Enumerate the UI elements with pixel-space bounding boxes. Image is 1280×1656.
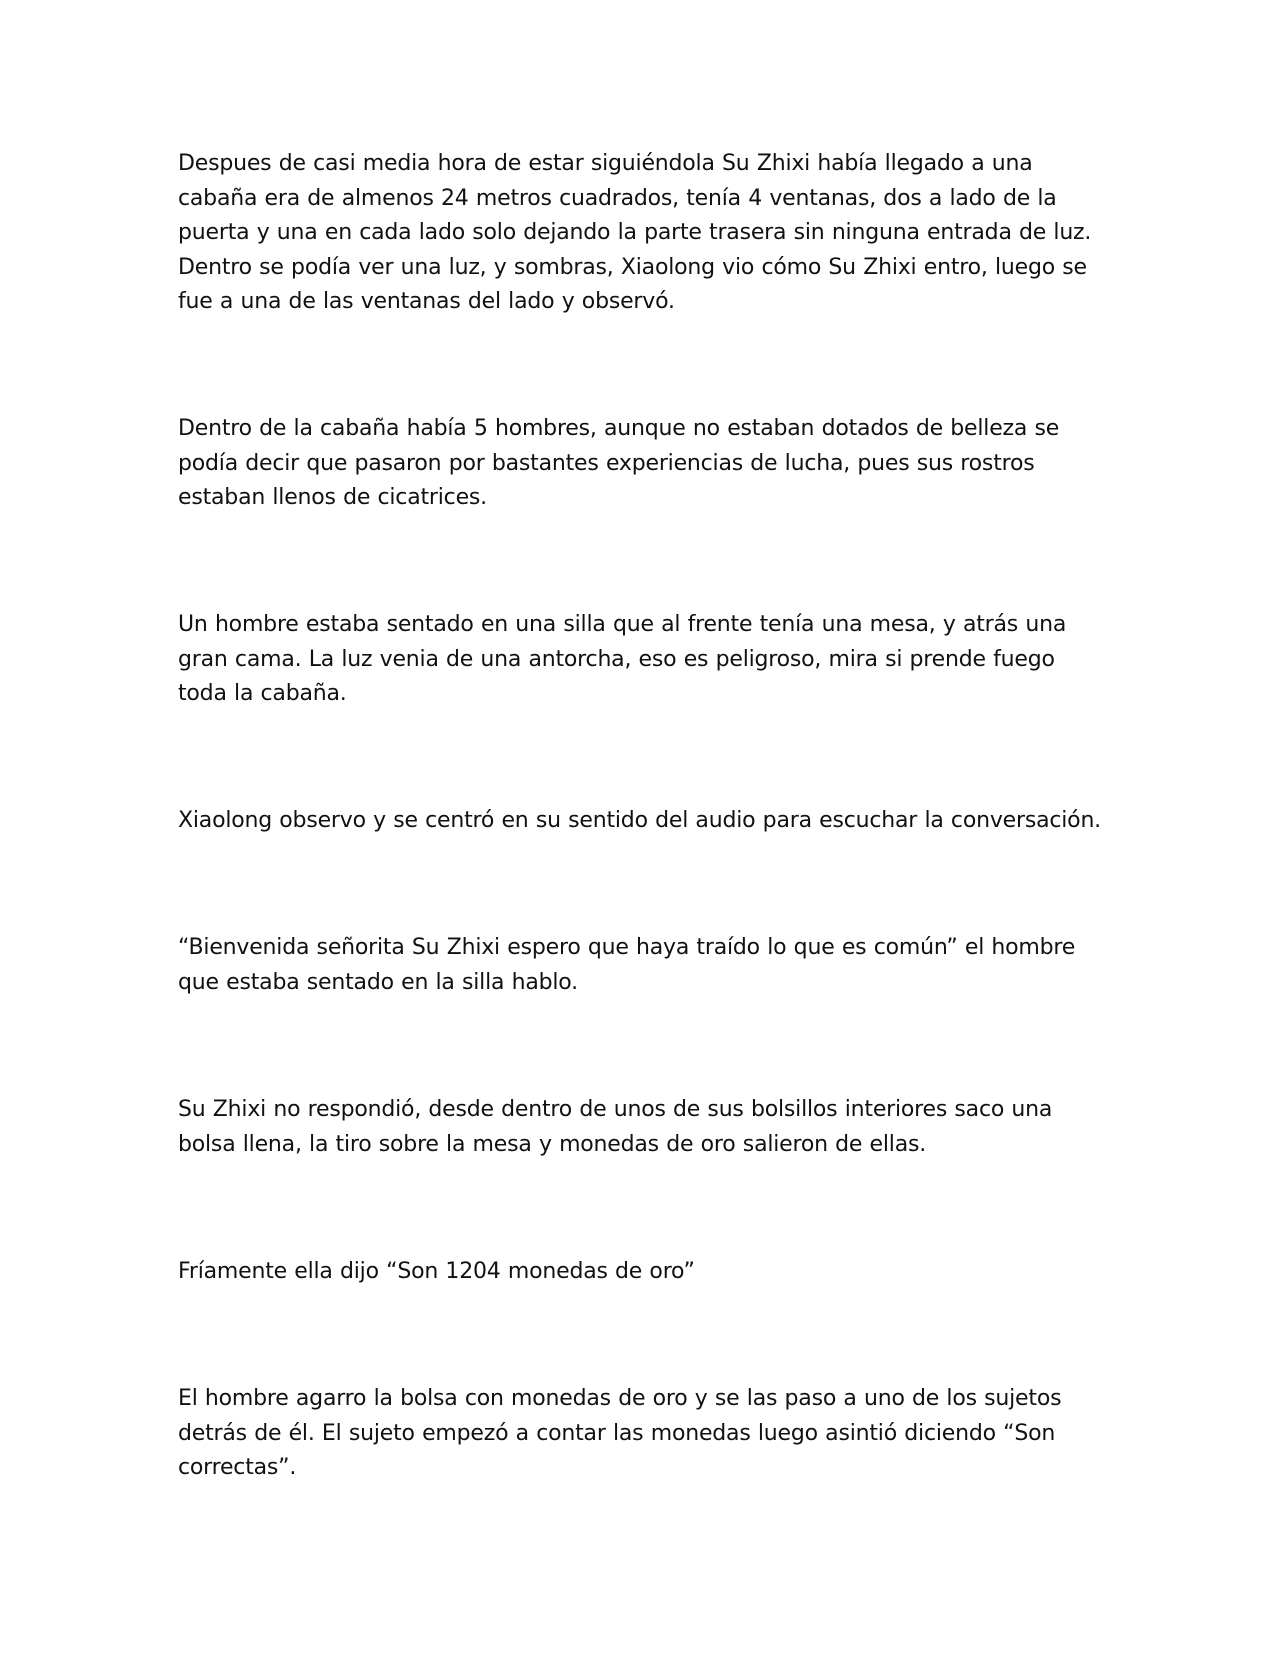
paragraph-2: Dentro de la cabaña había 5 hombres, aunque no estaban dotados de belleza se podía decir que pasaron por bastantes experiencias de lucha, pues sus rostros estaban llenos de cicatrices. (178, 416, 1060, 510)
paragraph-4: Xiaolong observo y se centró en su sentido del audio para escuchar la conversación. (178, 808, 1101, 833)
paragraph-8: El hombre agarro la bolsa con monedas de oro y se las paso a uno de los sujetos detrás de él. El sujeto empezó a contar las monedas luego asintió diciendo “Son correctas”. (178, 1386, 1062, 1480)
paragraph-7: Fríamente ella dijo “Son 1204 monedas de oro” (178, 1259, 695, 1284)
paragraph-5: “Bienvenida señorita Su Zhixi espero que haya traído lo que es común” el hombre que estaba sentado en la silla hablo. (178, 935, 1076, 995)
paragraph-1: Despues de casi media hora de estar siguiéndola Su Zhixi había llegado a una cabaña era de almenos 24 metros cuadrados, tenía 4 ventanas, dos a lado de la puerta y una en cada lado solo dejando la parte trasera sin ninguna entrada de luz. Dentro se podía ver una luz, y sombras, Xiaolong vio cómo Su Zhixi entro, luego se fue a una de las ventanas del lado y observó. (178, 151, 1092, 314)
paragraph-3: Un hombre estaba sentado en una silla que al frente tenía una mesa, y atrás una gran cama. La luz venia de una antorcha, eso es peligroso, mira si prende fuego toda la cabaña. (178, 612, 1067, 706)
paragraph-6: Su Zhixi no respondió, desde dentro de unos de sus bolsillos interiores saco una bolsa llena, la tiro sobre la mesa y monedas de oro salieron de ellas. (178, 1097, 1053, 1157)
